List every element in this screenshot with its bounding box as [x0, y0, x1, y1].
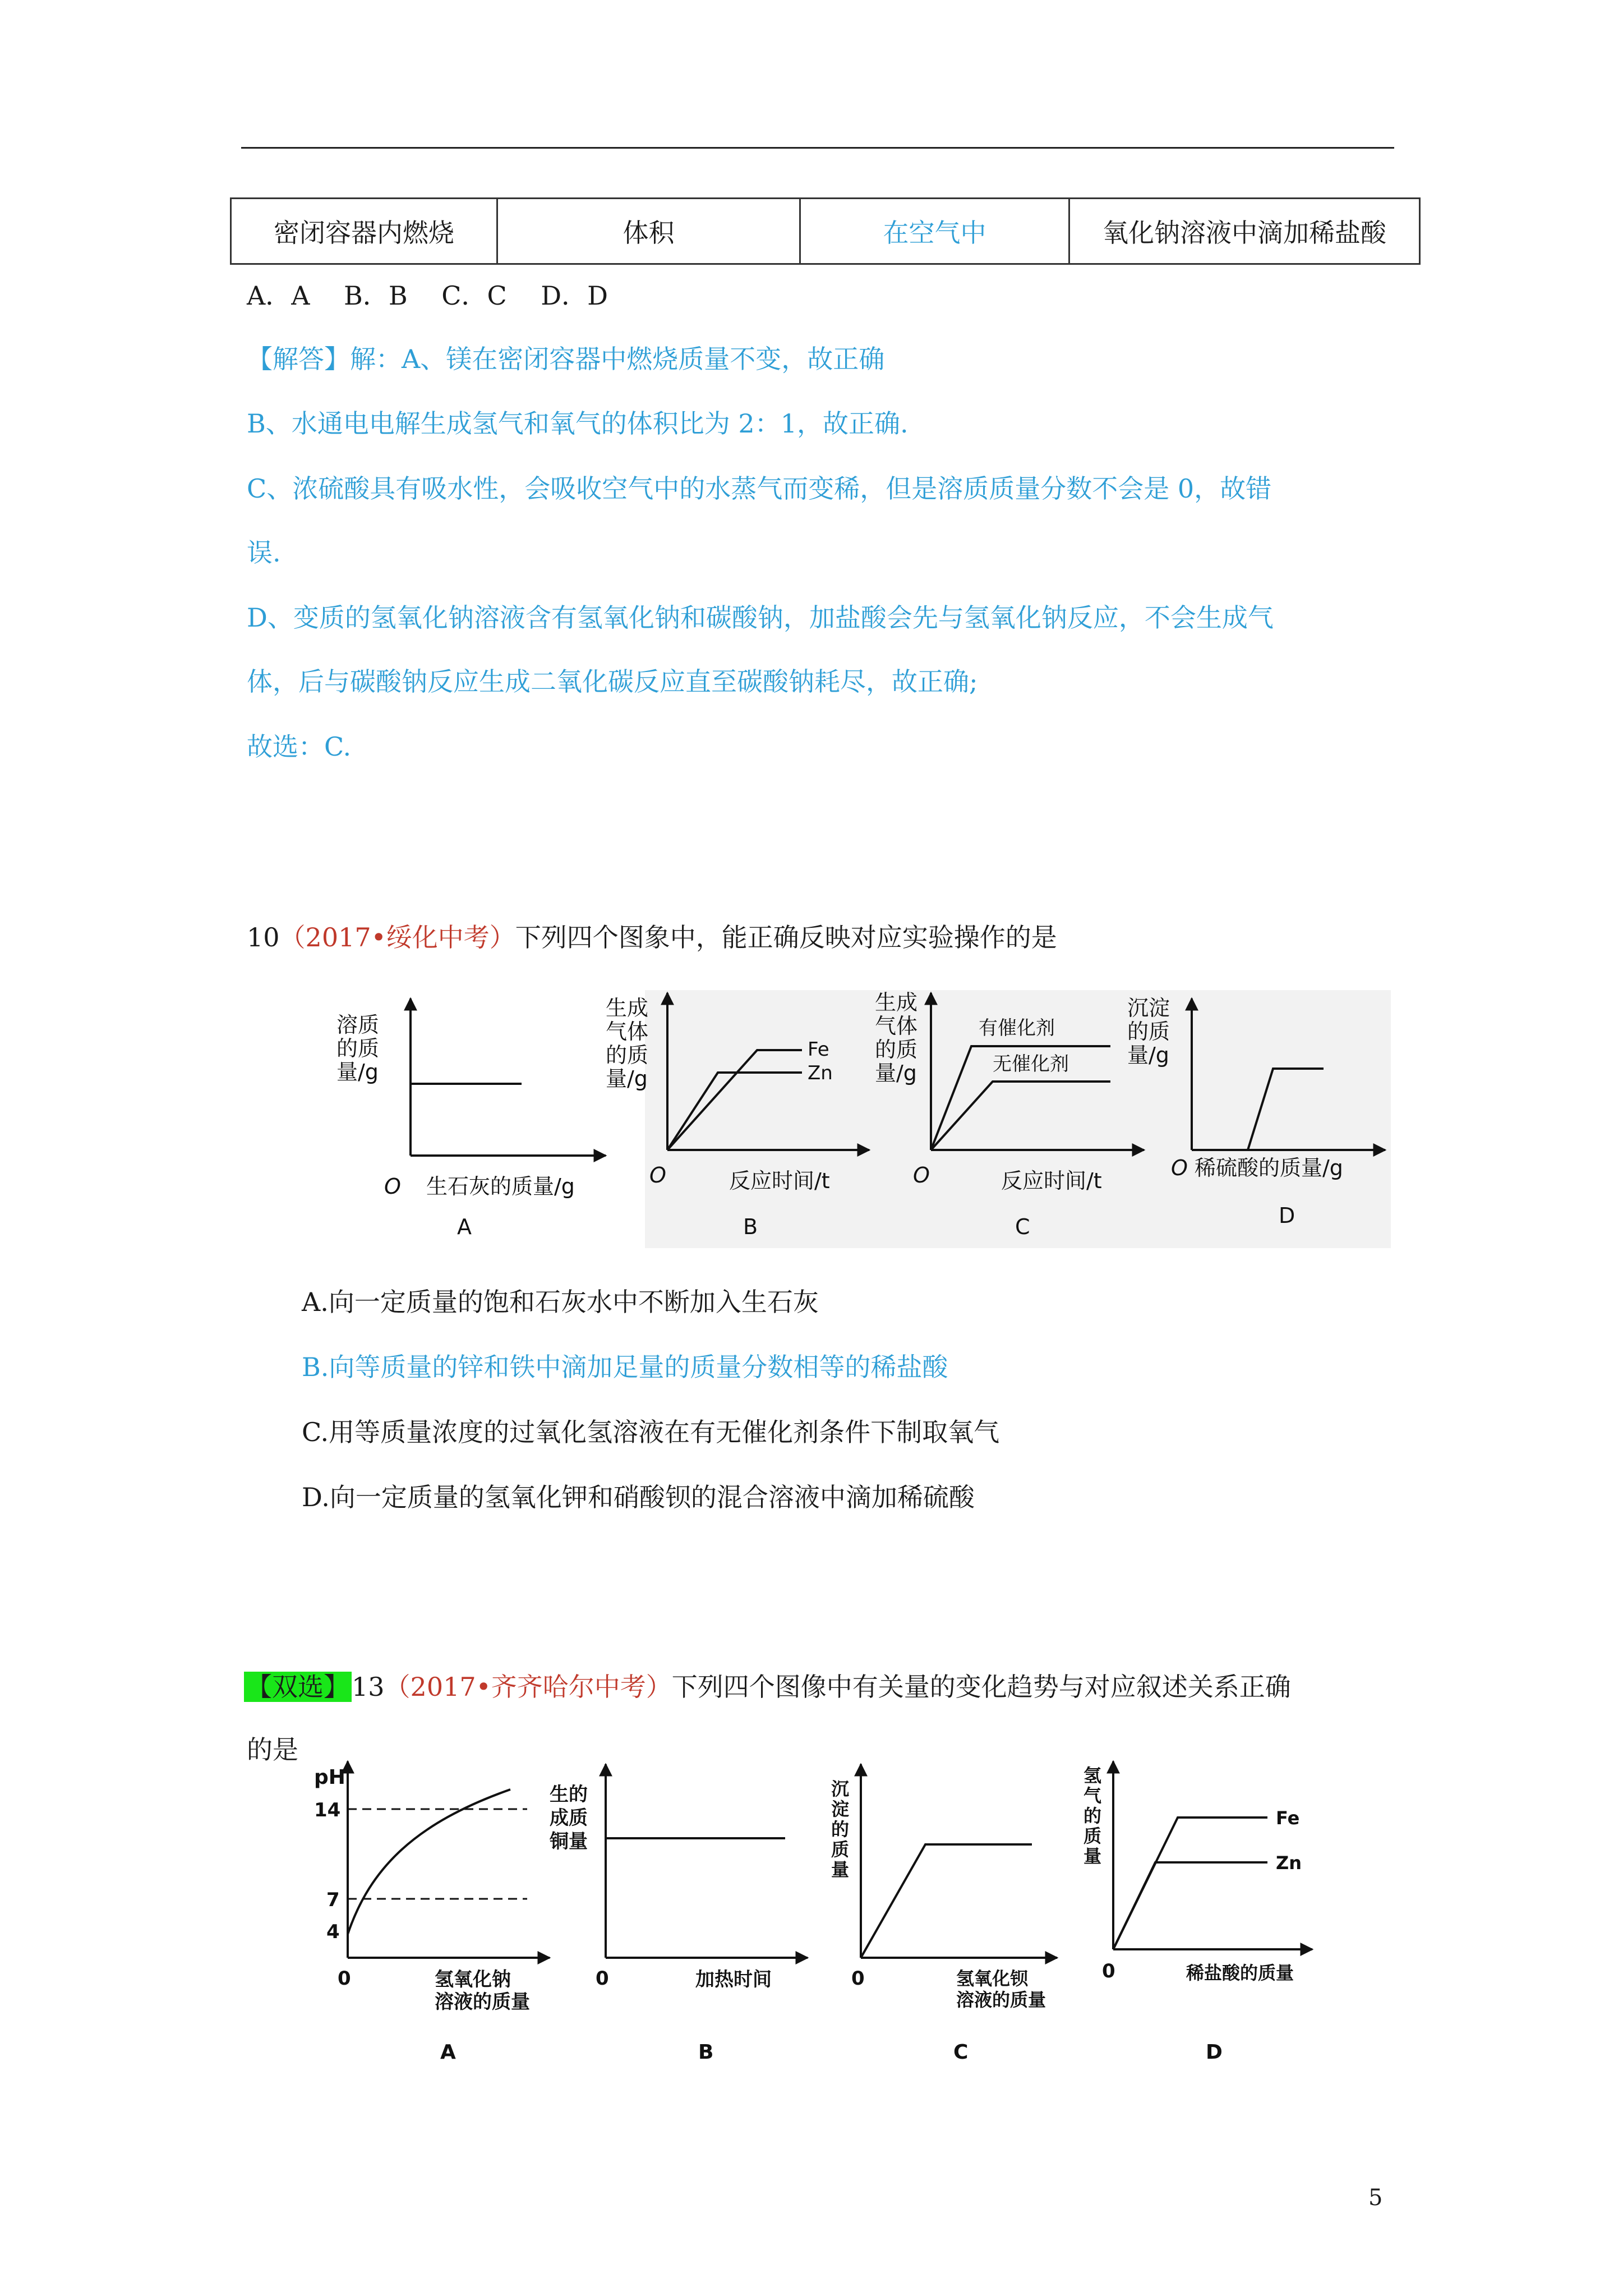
- graph-caption: D: [1279, 1203, 1295, 1228]
- axis-label: 质: [1083, 1825, 1102, 1847]
- axis-label: 稀盐酸的质量: [1186, 1962, 1294, 1984]
- graph-d: [1083, 1761, 1312, 2064]
- axis-label: 生的: [550, 1783, 588, 1806]
- question-number: 13: [352, 1672, 385, 1702]
- graph-caption: A: [440, 2041, 456, 2064]
- q10-option-d: D.向一定质量的氢氧化钾和硝酸钡的混合溶液中滴加稀硫酸: [302, 1482, 975, 1512]
- axis-label: 氢氧化钠: [435, 1968, 511, 1991]
- graph-caption: C: [953, 2041, 969, 2064]
- q10-option-b: B.向等质量的锌和铁中滴加足量的质量分数相等的稀盐酸: [302, 1352, 948, 1382]
- double-choice-tag: 【双选】: [244, 1672, 352, 1702]
- tick-label: 4: [326, 1921, 340, 1943]
- graph-caption: A: [457, 1214, 472, 1239]
- graph-c: [831, 1764, 1057, 2064]
- axis-label: 沉淀: [1127, 996, 1170, 1020]
- origin-label: 0: [851, 1967, 865, 1990]
- origin-label: 0: [338, 1967, 351, 1990]
- axis-label: 生石灰的质量/g: [426, 1174, 575, 1199]
- origin-label: 0: [1102, 1960, 1115, 1982]
- series-label: 有催化剂: [979, 1017, 1055, 1039]
- axis-label: 溶液的质量: [435, 1991, 530, 2013]
- axis-label: pH: [314, 1766, 345, 1789]
- data-line: [861, 1844, 1032, 1958]
- axis-label: 的: [831, 1819, 850, 1840]
- table-cell: 在空气中: [800, 199, 1069, 264]
- answer-line: 误.: [247, 537, 281, 568]
- origin-label: O: [913, 1163, 930, 1188]
- axis-label: 质: [831, 1839, 850, 1860]
- series-label: Zn: [808, 1062, 833, 1084]
- question-stem: 下列四个图像中有关量的变化趋势与对应叙述关系正确: [671, 1672, 1291, 1702]
- axis-label: 量: [1083, 1846, 1102, 1867]
- q13-stem-line: [244, 1674, 1291, 1700]
- axis-label: 量/g: [606, 1066, 648, 1091]
- page-number: 5: [1368, 2185, 1383, 2211]
- q9-choices: A．A B．B C．C D．D: [247, 280, 608, 311]
- answer-line: 【解答】解：A、镁在密闭容器中燃烧质量不变，故正确: [247, 344, 885, 374]
- series-label: 无催化剂: [993, 1053, 1069, 1075]
- q13-stem-line-2: 的是: [247, 1734, 298, 1765]
- table-cell: 密闭容器内燃烧: [231, 199, 497, 264]
- origin-label: O: [384, 1174, 401, 1199]
- axis-label: 溶液的质量: [956, 1989, 1046, 2010]
- axis-label: 稀硫酸的质量/g: [1195, 1156, 1343, 1180]
- axis-label: 的质: [1127, 1019, 1170, 1044]
- axis-label: 反应时间/t: [729, 1168, 830, 1193]
- answer-line: D、变质的氢氧化钠溶液含有氢氧化钠和碳酸钠，加盐酸会先与氢氧化钠反应，不会生成气: [247, 602, 1274, 633]
- axis-label: 量/g: [875, 1061, 917, 1085]
- axis-label: 的质: [336, 1036, 380, 1061]
- answer-line: B、水通电电解生成氢气和氧气的体积比为 2：1，故正确.: [247, 408, 909, 439]
- axis-label: 的质: [606, 1043, 649, 1068]
- graph-b: [606, 993, 869, 1239]
- question-source: （2017•齐齐哈尔中考）: [384, 1672, 672, 1702]
- graph-b: [549, 1764, 808, 2064]
- question-number: 10: [247, 922, 280, 953]
- series-line-zn: [667, 1073, 802, 1150]
- axis-label: 成质: [550, 1807, 588, 1829]
- q13-graphs: [303, 1756, 1380, 2081]
- tick-label: 14: [314, 1799, 341, 1821]
- data-line: [1248, 1069, 1324, 1150]
- origin-label: 0: [596, 1967, 609, 1990]
- table-cell: 体积: [497, 199, 800, 264]
- axis-label: 溶质: [336, 1013, 380, 1037]
- graph-caption: C: [1015, 1214, 1030, 1239]
- q10-graphs: [314, 987, 1391, 1251]
- answer-line: 故选：C.: [247, 731, 352, 762]
- origin-label: O: [649, 1163, 666, 1188]
- q10-stem-line: [247, 922, 1057, 953]
- axis-label: 的: [1083, 1805, 1102, 1826]
- axis-label: 的质: [875, 1037, 918, 1062]
- axis-label: 气体: [606, 1019, 649, 1044]
- series-label: Fe: [808, 1038, 829, 1061]
- axis-label: 量: [831, 1859, 850, 1880]
- series-line-fe: [1113, 1818, 1267, 1949]
- axis-label: 气: [1083, 1785, 1102, 1806]
- axis-label: 量/g: [336, 1060, 379, 1084]
- question-source: （2017•绥化中考）: [279, 922, 515, 953]
- series-label: Zn: [1276, 1852, 1302, 1874]
- table-cell: 氧化钠溶液中滴加稀盐酸: [1069, 199, 1420, 264]
- axis-label: 淀: [831, 1798, 850, 1820]
- graph-caption: B: [743, 1214, 758, 1239]
- answer-line: 体，后与碳酸钠反应生成二氧化碳反应直至碳酸钠耗尽，故正确;: [247, 666, 978, 697]
- series-line-fe: [667, 1050, 802, 1150]
- table-row: [231, 199, 1420, 264]
- axis-label: 生成: [606, 996, 649, 1020]
- options-table: [230, 197, 1421, 265]
- graph-caption: D: [1206, 2041, 1223, 2064]
- answer-line: C、浓硫酸具有吸水性，会吸收空气中的水蒸气而变稀，但是溶质质量分数不会是 0，故错: [247, 473, 1272, 504]
- graph-caption: B: [698, 2041, 714, 2064]
- axis-label: 反应时间/t: [1001, 1168, 1102, 1193]
- q10-option-c: C.用等质量浓度的过氧化氢溶液在有无催化剂条件下制取氧气: [302, 1417, 1000, 1447]
- series-line-no-catalyst: [931, 1082, 1110, 1150]
- series-label: Fe: [1276, 1807, 1300, 1829]
- axis-label: 生成: [875, 990, 918, 1015]
- question-stem: 下列四个图象中，能正确反映对应实验操作的是: [515, 922, 1057, 953]
- axis-label: 气体: [875, 1014, 918, 1038]
- axis-label: 加热时间: [695, 1968, 772, 1991]
- q10-option-a: A.向一定质量的饱和石灰水中不断加入生石灰: [302, 1287, 819, 1317]
- axis-label: 氢: [1083, 1765, 1102, 1786]
- graph-c: [875, 990, 1144, 1239]
- data-curve: [348, 1789, 510, 1934]
- graph-d: [1127, 996, 1385, 1228]
- series-line-zn: [1113, 1862, 1267, 1949]
- graph-a: [336, 999, 606, 1239]
- axis-label: 氢氧化钡: [956, 1968, 1029, 1989]
- graph-a: [314, 1761, 550, 2064]
- axis-label: 量/g: [1127, 1043, 1169, 1068]
- tick-label: 7: [326, 1889, 340, 1911]
- header-rule: [241, 147, 1394, 149]
- origin-label: O: [1171, 1156, 1188, 1180]
- axis-label: 铜量: [550, 1830, 588, 1853]
- axis-label: 沉: [831, 1778, 850, 1800]
